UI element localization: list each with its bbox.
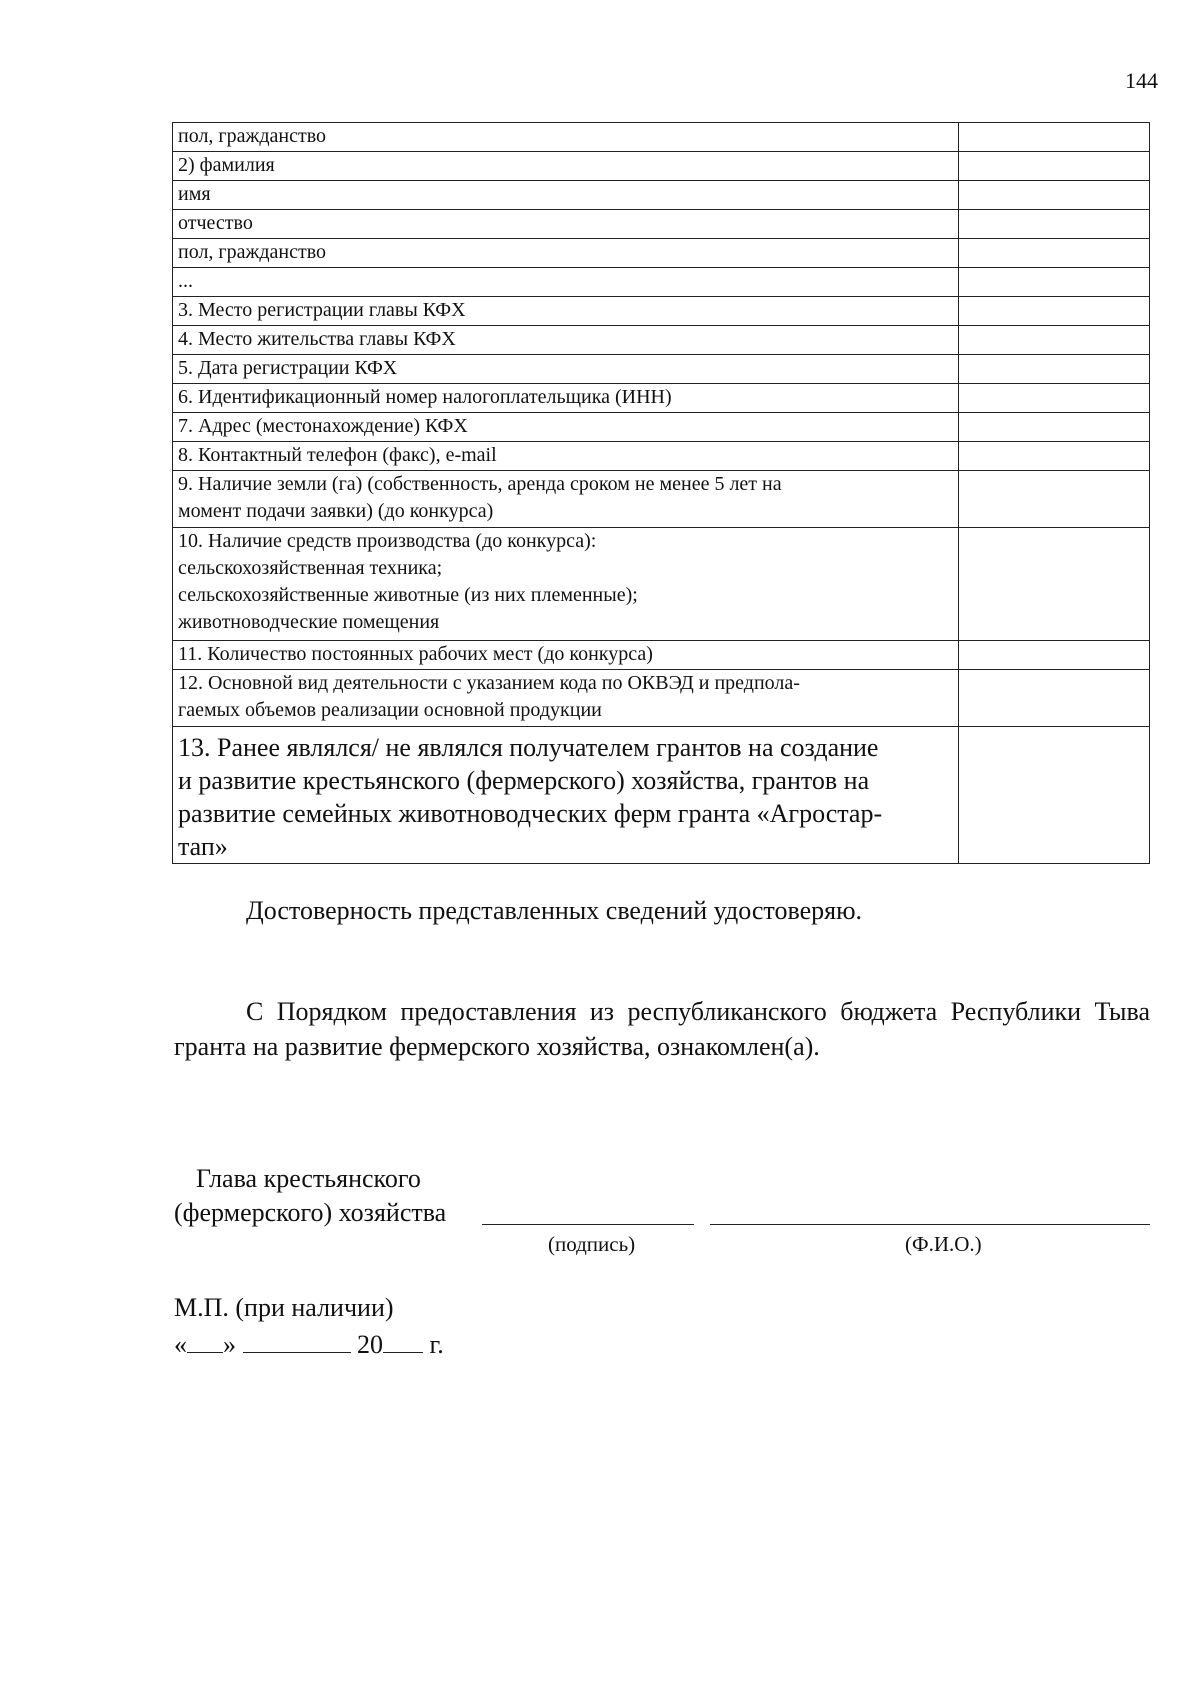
row-label-line: и развитие крестьянского (фермерского) хозяйства, грантов на — [178, 766, 870, 795]
row-value-cell[interactable] — [959, 181, 1150, 210]
date-line — [174, 1326, 444, 1362]
row-label: имя — [173, 181, 959, 210]
row-label: отчество — [173, 210, 959, 239]
month-field[interactable] — [243, 1326, 351, 1353]
row-label-line: 12. Основной вид деятельности с указанием кода по ОКВЭД и предпола- — [178, 672, 800, 694]
row-label-line: сельскохозяйственная техника; — [178, 557, 443, 579]
row-label-line: развитие семейных животноводческих ферм гранта «Агростар- — [178, 799, 883, 828]
year-field[interactable] — [383, 1326, 423, 1353]
table-row — [173, 210, 1150, 239]
signature-caption: (подпись) — [548, 1232, 636, 1256]
row-value-cell[interactable] — [959, 123, 1150, 152]
row-value-cell[interactable] — [959, 326, 1150, 355]
row-label-line: тап» — [178, 832, 228, 861]
table-row — [173, 384, 1150, 413]
close-quote: » — [223, 1330, 236, 1359]
applicant-info-table — [172, 122, 1150, 864]
row-label: 11. Количество постоянных рабочих мест (до конкурса) — [173, 641, 959, 670]
year-prefix: 20 — [357, 1330, 383, 1359]
row-label: 4. Место жительства главы КФХ — [173, 326, 959, 355]
row-value-cell[interactable] — [959, 727, 1150, 864]
table-row — [173, 641, 1150, 670]
row-label: 3. Место регистрации главы КФХ — [173, 297, 959, 326]
table-row — [173, 471, 1150, 528]
row-label: 6. Идентификационный номер налогоплательщика (ИНН) — [173, 384, 959, 413]
row-label-line: гаемых объемов реализации основной продукции — [178, 699, 602, 721]
row-value-cell[interactable] — [959, 268, 1150, 297]
row-value-cell[interactable] — [959, 670, 1150, 727]
signature-field[interactable] — [482, 1224, 694, 1225]
row-label — [173, 670, 959, 727]
table-row — [173, 670, 1150, 727]
table-row — [173, 123, 1150, 152]
full-name-caption: (Ф.И.О.) — [905, 1232, 982, 1256]
row-value-cell[interactable] — [959, 471, 1150, 528]
year-suffix: г. — [429, 1330, 444, 1359]
row-value-cell[interactable] — [959, 210, 1150, 239]
table-row — [173, 239, 1150, 268]
row-label-line: 10. Наличие средств производства (до конкурса): — [178, 530, 597, 552]
table-row — [173, 442, 1150, 471]
acquaintance-statement: С Порядком предоставления из республиканского бюджета Республики Тыва гранта на развитие фермерского хозяйства, ознакомлен(а). — [174, 997, 1150, 1061]
table-row — [173, 413, 1150, 442]
row-label — [173, 528, 959, 641]
row-label-line: момент подачи заявки) (до конкурса) — [178, 500, 494, 522]
table-row — [173, 355, 1150, 384]
row-label — [173, 471, 959, 528]
row-value-cell[interactable] — [959, 528, 1150, 641]
row-value-cell[interactable] — [959, 413, 1150, 442]
row-label-line: 9. Наличие земли (га) (собственность, аренда сроком не менее 5 лет на — [178, 473, 782, 495]
row-value-cell[interactable] — [959, 297, 1150, 326]
row-label: пол, гражданство — [173, 123, 959, 152]
open-quote: « — [174, 1330, 187, 1359]
row-value-cell[interactable] — [959, 152, 1150, 181]
row-label: пол, гражданство — [173, 239, 959, 268]
row-label-line: 13. Ранее являлся/ не являлся получателем грантов на создание — [178, 733, 879, 762]
row-label: ... — [173, 268, 959, 297]
row-value-cell[interactable] — [959, 355, 1150, 384]
certification-statement: Достоверность представленных сведений удостоверяю. — [246, 896, 862, 925]
table-row — [173, 297, 1150, 326]
day-field[interactable] — [187, 1326, 223, 1353]
table-row — [173, 727, 1150, 864]
table-row — [173, 528, 1150, 641]
row-label: 2) фамилия — [173, 152, 959, 181]
row-label-line: животноводческие помещения — [178, 611, 440, 633]
table-row — [173, 181, 1150, 210]
row-value-cell[interactable] — [959, 641, 1150, 670]
stamp-placeholder: М.П. (при наличии) — [174, 1293, 394, 1322]
table-row — [173, 268, 1150, 297]
page-number: 144 — [1125, 68, 1158, 93]
table-row — [173, 152, 1150, 181]
row-value-cell[interactable] — [959, 442, 1150, 471]
row-label: 8. Контактный телефон (факс), e-mail — [173, 442, 959, 471]
row-value-cell[interactable] — [959, 239, 1150, 268]
row-label: 7. Адрес (местонахождение) КФХ — [173, 413, 959, 442]
row-label-line: сельскохозяйственные животные (из них племенные); — [178, 584, 638, 606]
signatory-title-line1: Глава крестьянского — [196, 1164, 421, 1193]
table-row — [173, 326, 1150, 355]
signatory-title-line2: (фермерского) хозяйства — [174, 1198, 447, 1227]
row-value-cell[interactable] — [959, 384, 1150, 413]
row-label — [173, 727, 959, 864]
full-name-field[interactable] — [710, 1224, 1150, 1225]
row-label: 5. Дата регистрации КФХ — [173, 355, 959, 384]
